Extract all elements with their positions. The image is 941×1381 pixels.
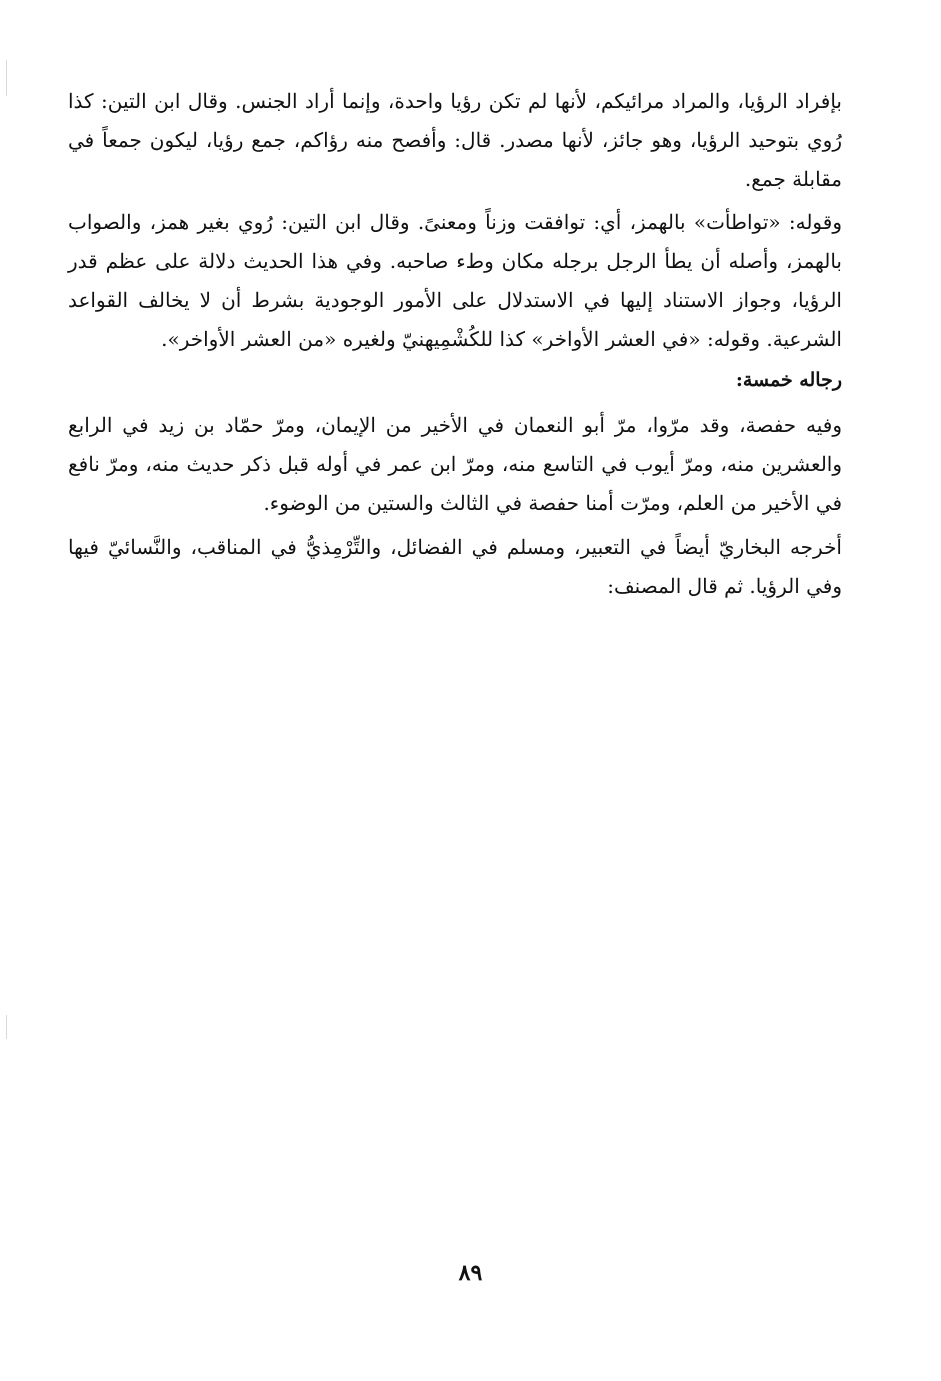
paragraph-tawataat: وقوله: «تواطأت» بالهمز، أي: توافقت وزناً ومعنىً. وقال ابن التين: رُوي بغير همز، والصواب بالهمز، وأصله أن يطأ الرجل برجله مكان وطء صاحبه. وفي هذا الحديث دلالة على عظم قدر الرؤيا، وجواز الاستناد إليها في الاستدلال على الأمور الوجودية بشرط أن لا يخالف القواعد الشرعية. وقوله: «في العشر الأواخر» كذا للكُشْمِيهنيّ ولغيره «من العشر الأواخر».	[68, 210, 842, 351]
section-heading-narrators: رجاله خمسة:	[735, 369, 842, 391]
scan-margin-mark	[6, 60, 7, 96]
page-number: ٨٩	[458, 1260, 483, 1286]
scan-margin-mark	[6, 1015, 7, 1039]
paragraph-ruya-plural: بإفراد الرؤيا، والمراد مرائيكم، لأنها لم تكن رؤيا واحدة، وإنما أراد الجنس. وقال ابن التين: كذا رُوي بتوحيد الرؤيا، وهو جائز، لأنها مصدر. قال: وأفصح منه رؤاكم، جمع رؤيا، ليكون جمعاً في مقابلة جمع.	[68, 89, 842, 191]
paragraph-narrators: وفيه حفصة، وقد مرّوا، مرّ أبو النعمان في الأخير من الإيمان، ومرّ حمّاد بن زيد في الرابع والعشرين منه، ومرّ أيوب في التاسع منه، ومرّ ابن عمر في أوله قبل ذكر حديث منه، ومرّ نافع في الأخير من العلم، ومرّت أمنا حفصة في الثالث والستين من الوضوء.	[68, 413, 842, 515]
paragraph-takhrij: أخرجه البخاريّ أيضاً في التعبير، ومسلم في الفضائل، والتِّرْمِذيُّ في المناقب، والنَّسائيّ فيها وفي الرؤيا. ثم قال المصنف:	[68, 535, 842, 598]
